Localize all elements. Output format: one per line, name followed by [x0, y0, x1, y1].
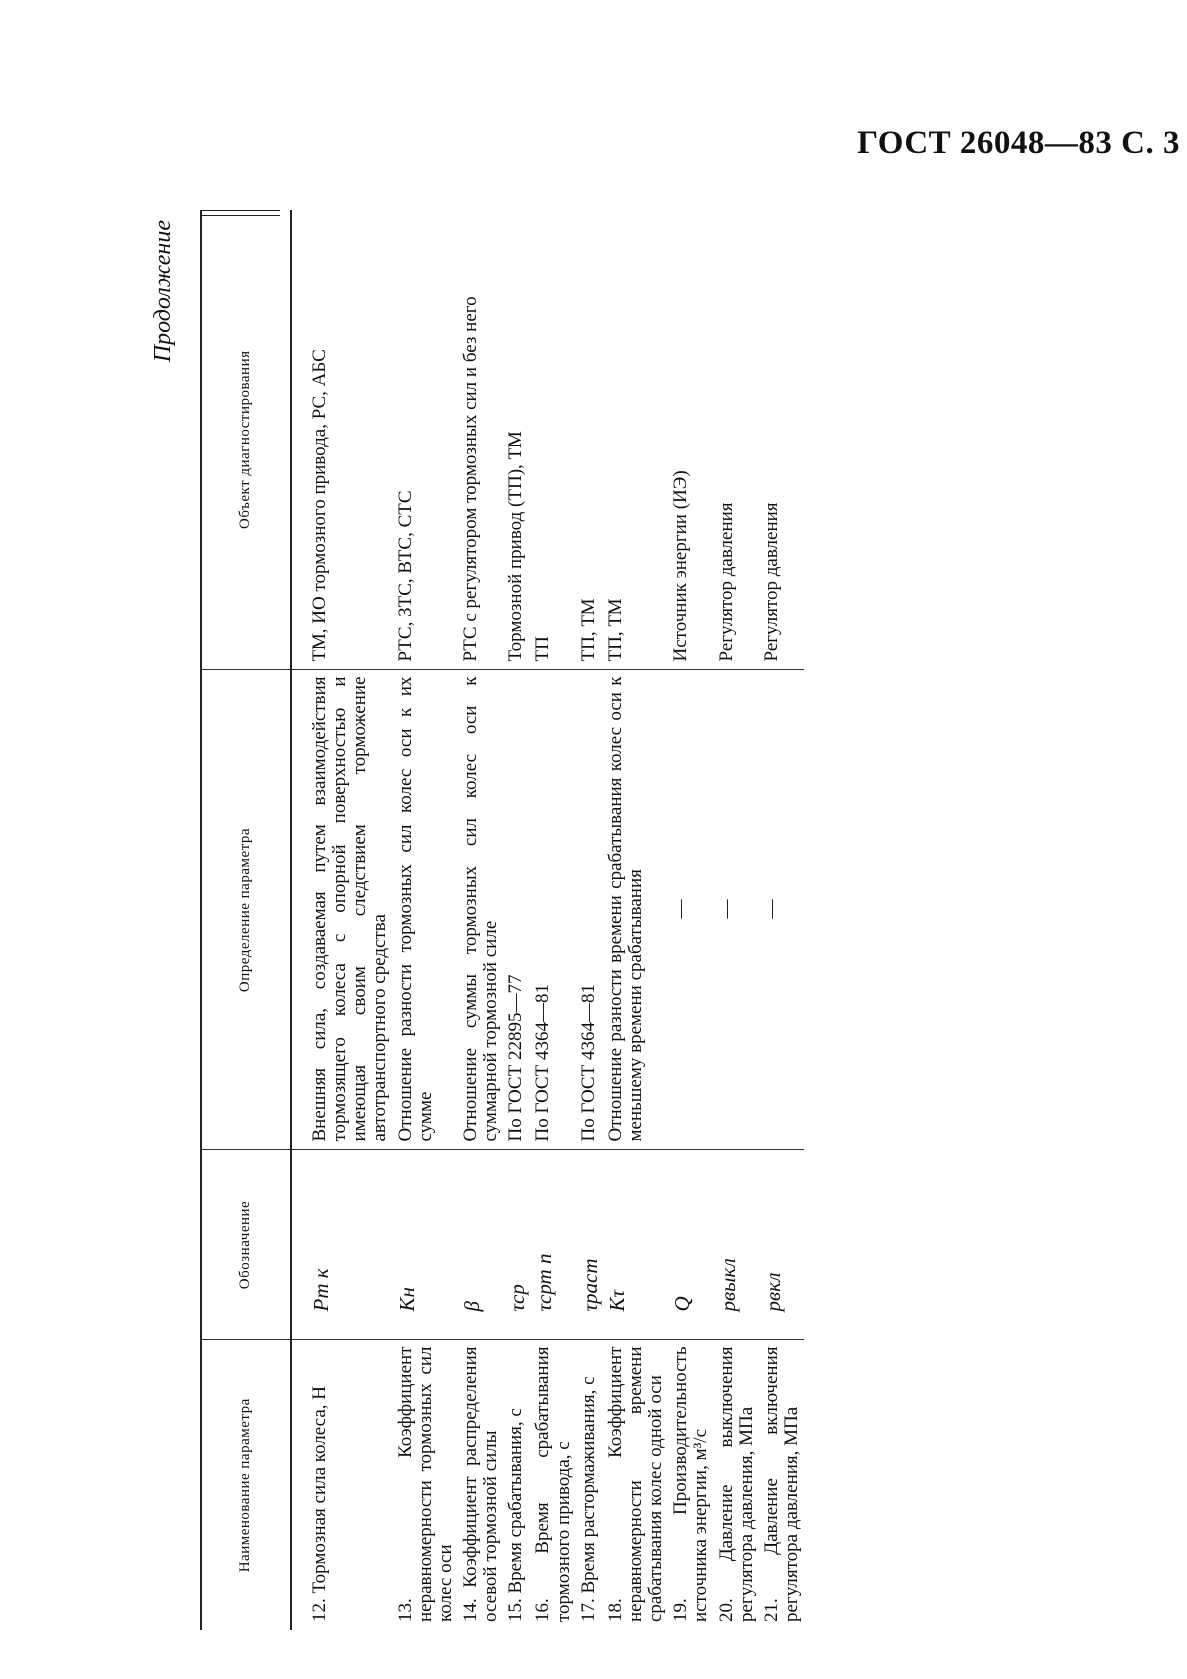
table-header-row: [201, 210, 291, 1630]
param-name: 15. Время срабатывания, с: [505, 1408, 527, 1622]
param-symbol: β: [458, 1150, 503, 1340]
column-header-object: Объект диагностирования: [201, 210, 291, 670]
param-definition: Отношение разности тормозных сил колес оси к их сумме: [393, 670, 458, 1150]
diagnostic-object: РТС с регулятором тормозных сил и без него: [458, 210, 503, 670]
table-row: [714, 210, 759, 1630]
param-name: 12. Тормозная сила колеса, Н: [309, 1386, 330, 1622]
param-symbol: Q: [668, 1150, 713, 1340]
diagnostic-object: Регулятор давления: [759, 210, 804, 670]
param-definition: По ГОСТ 4364—81: [576, 670, 603, 1150]
diagnostic-object: РТС, ЗТС, ВТС, СТС: [393, 210, 458, 670]
param-name: 20. Давление выключения регулятора давления, МПа: [715, 1346, 757, 1622]
param-symbol: Kτ: [603, 1150, 668, 1340]
diagnostic-object: ТП, ТМ: [576, 210, 603, 670]
table-row: [503, 210, 530, 1630]
rotated-content: [150, 210, 1070, 1630]
diagnostic-object: ТМ, ИО тормозного привода, РС, АБС: [291, 210, 393, 670]
table-row: [759, 210, 804, 1630]
param-definition: —: [714, 670, 759, 1150]
diagnostic-object: Тормозной привод (ТП), ТМ: [503, 210, 530, 670]
column-header-symbol: Обозначение: [201, 1150, 291, 1340]
param-definition: Отношение суммы тормозных сил колес оси к суммарной тормозной силе: [458, 670, 503, 1150]
param-symbol: τсрт п: [530, 1150, 575, 1340]
param-name: 14. Коэффициент распределения осевой тормозной силы: [459, 1346, 501, 1622]
diagnostic-object: Регулятор давления: [714, 210, 759, 670]
diagnostic-object: Источник энергии (ИЭ): [668, 210, 713, 670]
table-row: [393, 210, 458, 1630]
column-header-definition: Определение параметра: [201, 670, 291, 1150]
table-row: [668, 210, 713, 1630]
param-name: 17. Время растормаживания, с: [577, 1376, 599, 1622]
table-row: [458, 210, 503, 1630]
param-symbol: pвыкл: [714, 1150, 759, 1340]
param-definition: По ГОСТ 22895—77: [503, 670, 530, 1150]
param-name: 19. Производительность источника энергии, м³/с: [670, 1346, 712, 1622]
param-definition: По ГОСТ 4364—81: [530, 670, 575, 1150]
parameters-table: [200, 210, 804, 1630]
param-name: 13. Коэффициент неравномерности тормозных сил колес оси: [394, 1346, 456, 1622]
param-definition: —: [668, 670, 713, 1150]
param-definition: Отношение разности времени срабатывания колес оси к меньшему времени срабатывания: [603, 670, 668, 1150]
column-header-name: Наименование параметра: [201, 1340, 291, 1630]
param-symbol: τср: [503, 1150, 530, 1340]
param-symbol: τраст: [576, 1150, 603, 1340]
param-definition: Внешняя сила, создаваемая путем взаимодействия тормозящего колеса с опорной поверхностью и имеющая своим следствием торможение автотранспортного средства: [291, 670, 393, 1150]
param-name: 16. Время срабатывания тормозного привода, с: [532, 1346, 574, 1622]
table-row: [291, 210, 393, 1630]
param-name: 21. Давление включения регулятора давления, МПа: [760, 1346, 802, 1622]
param-name: 18. Коэффициент неравномерности времени срабатывания колес одной оси: [604, 1346, 667, 1622]
continuation-label: Продолжение: [150, 220, 176, 363]
page-header: ГОСТ 26048—83 С. 3: [857, 125, 1180, 161]
diagnostic-object: ТП: [530, 210, 575, 670]
table-row: [603, 210, 668, 1630]
param-symbol: Pт к: [291, 1150, 393, 1340]
param-symbol: Kн: [393, 1150, 458, 1340]
table-row: [530, 210, 575, 1630]
param-symbol: pвкл: [759, 1150, 804, 1340]
diagnostic-object: ТП, ТМ: [603, 210, 668, 670]
table-row: [576, 210, 603, 1630]
param-definition: —: [759, 670, 804, 1150]
